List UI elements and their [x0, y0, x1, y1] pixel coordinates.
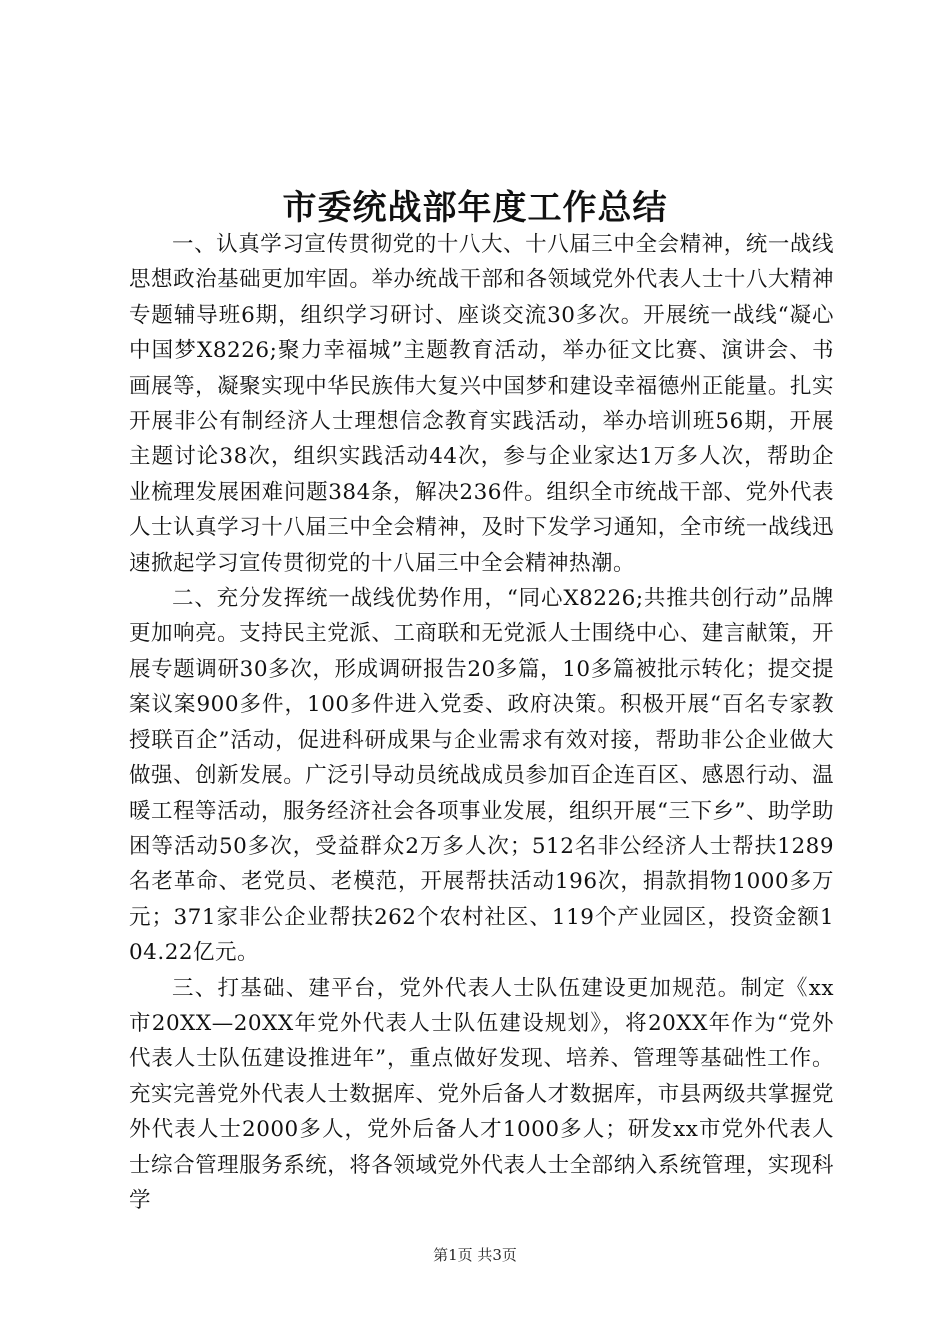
document-title: 市委统战部年度工作总结 [282, 188, 668, 228]
paragraph-1: 一、认真学习宣传贯彻党的十八大、十八届三中全会精神，统一战线思想政治基础更加牢固。举办统战干部和各领域党外代表人士十八大精神专题辅导班6期，组织学习研讨、座谈交流30多次。开展统一战线“凝心中国梦X8226;聚力幸福城”主题教育活动，举办征文比赛、演讲会、书画展等，凝聚实现中华民族伟大复兴中国梦和建设幸福德州正能量。扎实开展非公有制经济人士理想信念教育实践活动，举办培训班56期，开展主题讨论38次，组织实践活动44次，参与企业家达1万多人次，帮助企业梳理发展困难问题384条，解决236件。组织全市统战干部、党外代表人士认真学习十八届三中全会精神，及时下发学习通知，全市统一战线迅速掀起学习宣传贯彻党的十八届三中全会精神热潮。 [129, 232, 834, 576]
document-body [129, 227, 834, 1218]
paragraph-2: 二、充分发挥统一战线优势作用，“同心X8226;共推共创行动”品牌更加响亮。支持民主党派、工商联和无党派人士围绕中心、建言献策，开展专题调研30多次，形成调研报告20多篇，10多篇被批示转化；提交提案议案900多件，100多件进入党委、政府决策。积极开展“百名专家教授联百企”活动，促进科研成果与企业需求有效对接，帮助非公企业做大做强、创新发展。广泛引导动员统战成员参加百企连百区、感恩行动、温暖工程等活动，服务经济社会各项事业发展，组织开展“三下乡”、助学助困等活动50多次，受益群众2万多人次；512名非公经济人士帮扶1289名老革命、老党员、老模范，开展帮扶活动196次，捐款捐物1000多万元；371家非公企业帮扶262个农村社区、119个产业园区，投资金额104.22亿元。 [129, 586, 834, 966]
page-footer: 第1页 共3页 [433, 1246, 517, 1264]
paragraph-3: 三、打基础、建平台，党外代表人士队伍建设更加规范。制定《xx市20XX—20XX年党外代表人士队伍建设规划》，将20XX年作为“党外代表人士队伍建设推进年”，重点做好发现、培养、管理等基础性工作。充实完善党外代表人士数据库、党外后备人才数据库，市县两级共掌握党外代表人士2000多人，党外后备人才1000多人；研发xx市党外代表人士综合管理服务系统，将各领域党外代表人士全部纳入系统管理，实现科学 [129, 975, 834, 1213]
